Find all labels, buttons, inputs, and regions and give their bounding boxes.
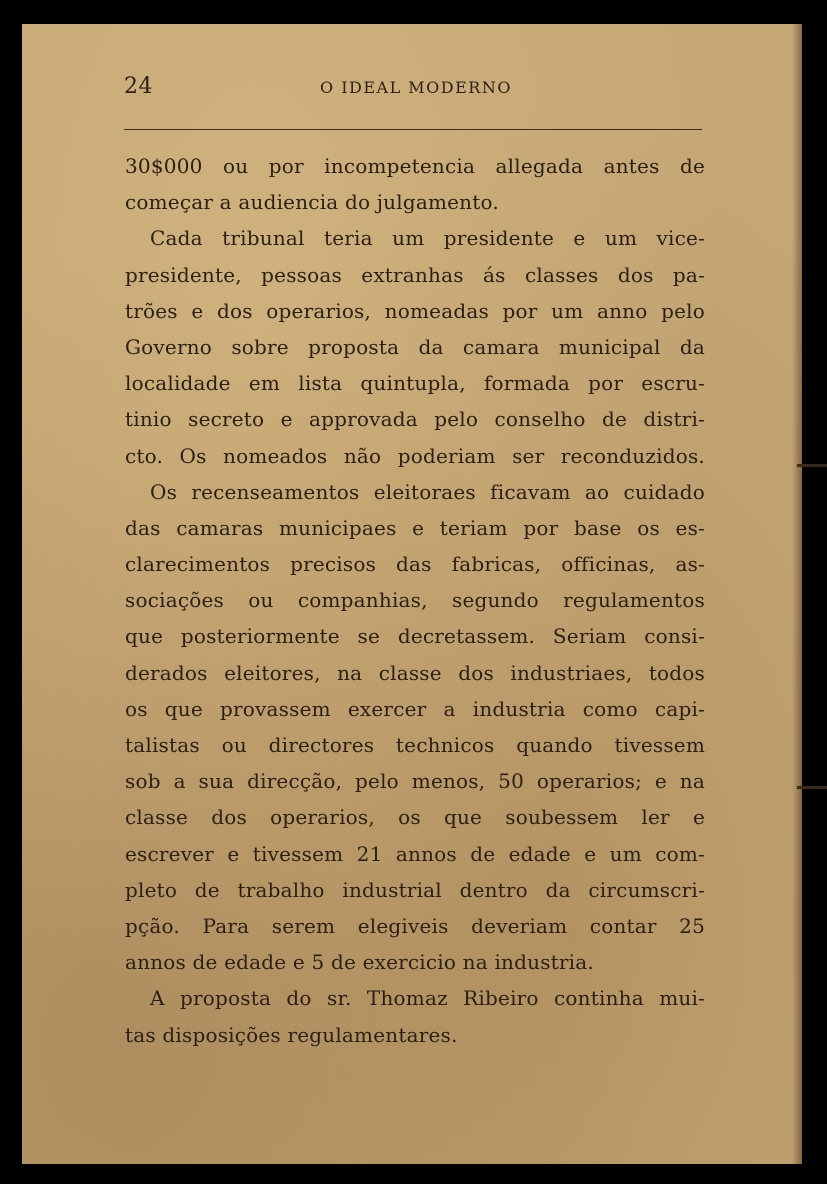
binding-mark — [797, 786, 827, 789]
text-line: das camaras municipaes e teriam por base os es- — [125, 515, 705, 540]
text-line: annos de edade e 5 de exercicio na industria. — [125, 950, 594, 975]
running-title: O IDEAL MODERNO — [320, 78, 512, 97]
text-line: sociações ou companhias, segundo regulamentos — [125, 588, 705, 613]
text-line: 30$000 ou por incompetencia allegada antes de — [125, 154, 705, 178]
text-line: que posteriormente se decretassem. Seriam consi- — [125, 624, 705, 649]
text-line: escrever e tivessem 21 annos de edade e um com- — [125, 841, 705, 866]
text-line: começar a audiencia do julgamento. — [125, 190, 499, 215]
text-line: clarecimentos precisos das fabricas, officinas, as- — [125, 552, 705, 577]
text-line: derados eleitores, na classe dos industriaes, todos — [125, 660, 705, 685]
text-line: tinio secreto e approvada pelo conselho de distri- — [125, 407, 705, 432]
text-line: Cada tribunal teria um presidente e um vice- — [150, 226, 705, 251]
text-line: localidade em lista quintupla, formada por escru- — [125, 371, 705, 396]
text-line: talistas ou directores technicos quando tivessem — [125, 733, 705, 757]
body-text — [125, 148, 705, 1053]
text-line: sob a sua direcção, pelo menos, 50 operarios; e na — [125, 769, 705, 794]
text-line: trões e dos operarios, nomeadas por um anno pelo — [125, 298, 705, 323]
page-number: 24 — [124, 74, 153, 99]
text-line: Governo sobre proposta da camara municipal da — [125, 334, 705, 359]
text-line: pleto de trabalho industrial dentro da circumscri- — [125, 877, 705, 902]
page-edge-shadow — [792, 24, 802, 1164]
text-line: presidente, pessoas extranhas ás classes dos pa- — [125, 262, 705, 287]
text-line: A proposta do sr. Thomaz Ribeiro continha mui- — [150, 986, 705, 1011]
running-header — [124, 68, 702, 108]
binding-mark — [797, 464, 827, 467]
text-line: classe dos operarios, os que soubessem ler e — [125, 805, 705, 830]
text-line: cto. Os nomeados não poderiam ser reconduzidos. — [125, 443, 705, 468]
text-line: Os recenseamentos eleitoraes ficavam ao cuidado — [150, 479, 705, 504]
text-line: pção. Para serem elegiveis deveriam contar 25 — [125, 913, 705, 938]
text-line: os que provassem exercer a industria como capi- — [125, 696, 705, 721]
header-rule — [124, 129, 702, 130]
text-line: tas disposições regulamentares. — [125, 1022, 458, 1047]
